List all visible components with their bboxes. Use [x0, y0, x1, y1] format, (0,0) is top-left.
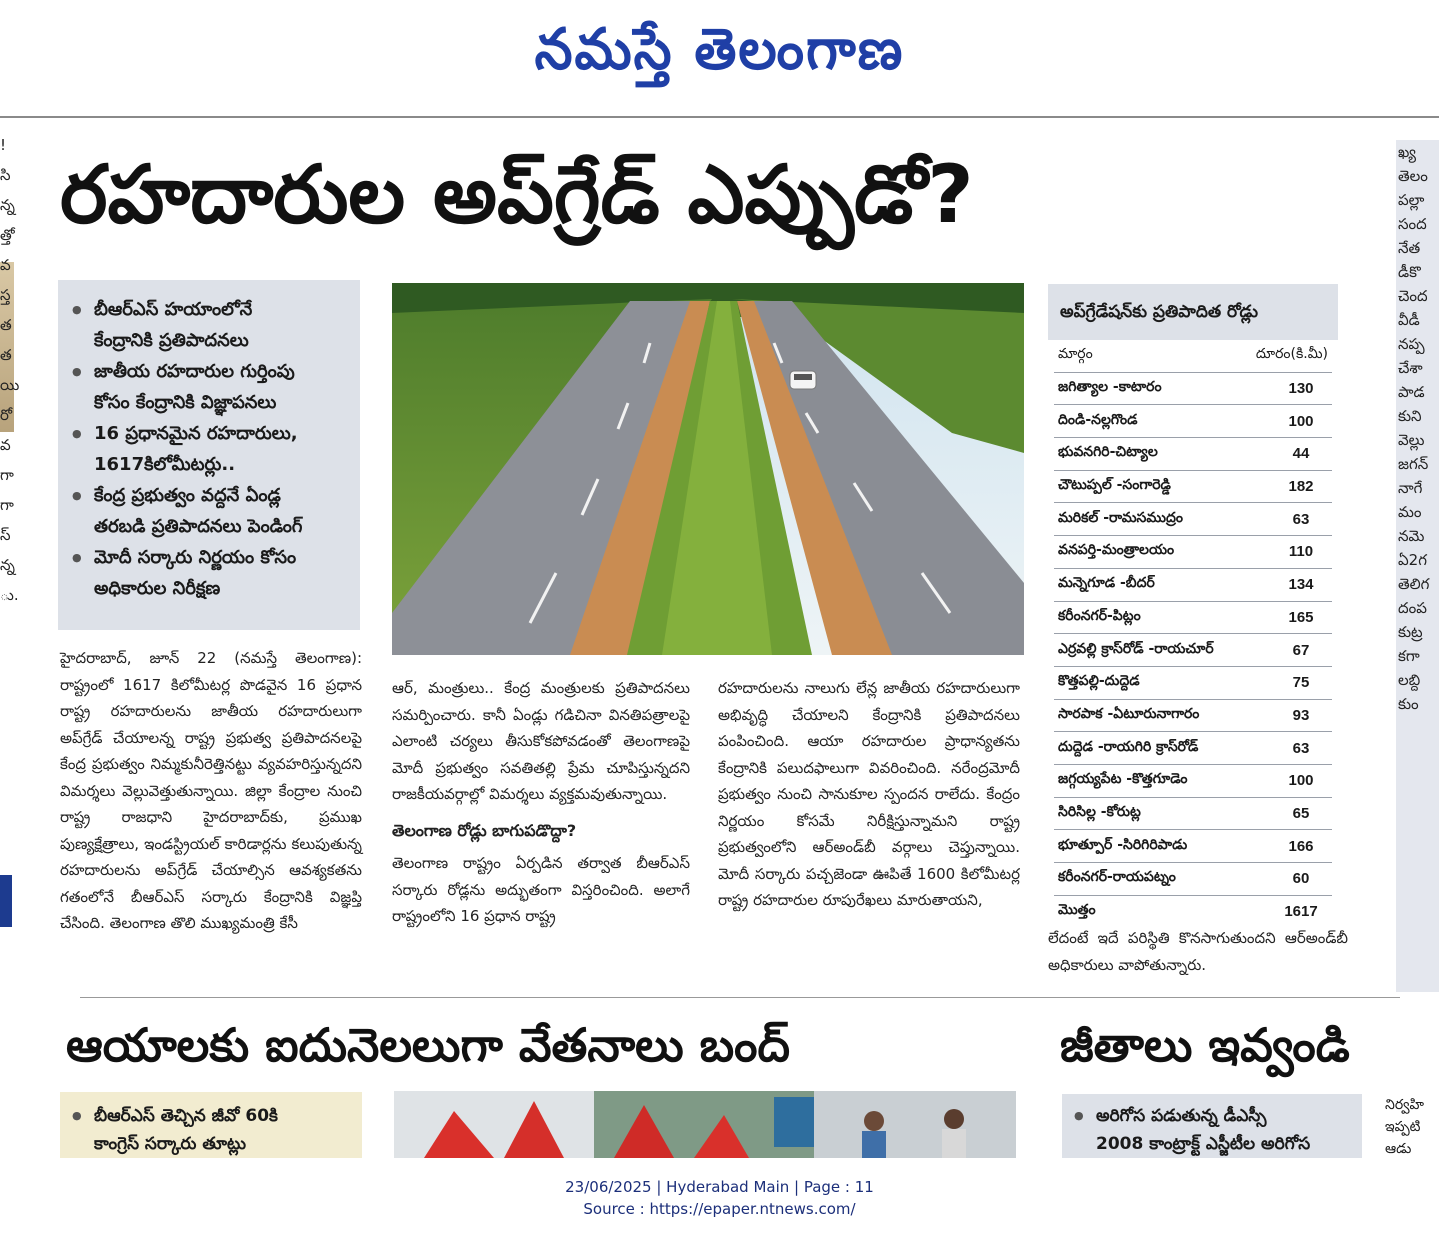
- fragment-line: గా: [0, 496, 14, 514]
- fragment-line: ఏ2గ: [1398, 551, 1427, 569]
- route-distance: 134: [1288, 576, 1314, 594]
- route-distance: 100: [1288, 772, 1314, 790]
- route-distance: 63: [1292, 739, 1310, 757]
- table-row: [1054, 863, 1332, 896]
- second-highlight-box: [60, 1092, 362, 1158]
- fragment-line: మం: [1398, 503, 1422, 521]
- fragment-line: వెల్లు: [1398, 431, 1425, 449]
- fragment-line: కుట్ర: [1398, 623, 1423, 641]
- fragment-line: !: [0, 136, 7, 154]
- highlight-item: ● మోదీ సర్కారు నిర్ణయం కోసం అధికారుల నిరీక్షణ: [72, 542, 348, 604]
- section-divider: [80, 997, 1400, 998]
- fragment-line: స్: [0, 526, 11, 544]
- fragment-line: నిర్వహి: [1385, 1097, 1425, 1113]
- highlight-item: ● జాతీయ రహదారుల గుర్తింపు కోసం కేంద్రానికి విజ్ఞాపనలు: [72, 356, 348, 418]
- table-row: [1054, 536, 1332, 569]
- table-row: [1054, 373, 1332, 406]
- footer-source-line[interactable]: Source : https://epaper.ntnews.com/: [583, 1200, 856, 1218]
- route-distance: 182: [1288, 478, 1314, 496]
- route-distance: 44: [1292, 445, 1310, 463]
- table-row: [1054, 732, 1332, 765]
- route-distance: 60: [1292, 870, 1310, 888]
- protest-illustration: [394, 1091, 1016, 1158]
- route-name: సిరిసిల్ల -కోరుట్ల: [1058, 803, 1141, 820]
- route-name: భువనగిరి-చిట్యాల: [1058, 444, 1158, 461]
- route-name: జగ్గయ్యపేట -కొత్తగూడెం: [1058, 771, 1188, 788]
- masthead: [0, 0, 1439, 112]
- highlight-item: ● అరిగోస పడుతున్న డీఎస్సీ 2008 కాంట్రాక్ట్ ఎస్జీటీల అరిగోస: [1074, 1102, 1350, 1158]
- route-distance: 75: [1292, 674, 1310, 692]
- route-name: వనపర్తి-మంత్రాలయం: [1058, 542, 1175, 559]
- highlight-item: ● 16 ప్రధానమైన రహదారులు, 1617కిలోమీటర్లు..: [72, 418, 348, 480]
- masthead-title: నమస్తే తెలంగాణ: [534, 15, 905, 83]
- table-row: [1054, 405, 1332, 438]
- route-distance: 63: [1292, 510, 1310, 528]
- article-column-4: లేదంటే ఇదే పరిస్థితి కొనసాగుతుందని ఆర్‌అండ్‌బీ అధికారులు వాపోతున్నారు.: [1048, 929, 1348, 974]
- footer: [0, 1158, 1439, 1238]
- fragment-line: నమె: [1398, 527, 1425, 545]
- protest-photo: [394, 1091, 1016, 1158]
- table-row: [1054, 798, 1332, 831]
- fragment-line: వీడీ: [1398, 311, 1420, 329]
- route-name: సారపాక -ఏటూరునాగారం: [1058, 705, 1200, 722]
- route-distance: 93: [1292, 706, 1310, 724]
- fragment-line: ఆడు: [1385, 1141, 1412, 1157]
- fragment-line: తెలిగ: [1398, 575, 1430, 593]
- fragment-line: చేశా: [1398, 359, 1423, 377]
- route-name: భూత్పూర్ -సిరిగిరిపాడు: [1058, 836, 1188, 853]
- fragment-line: జగన్: [1398, 455, 1429, 473]
- fragment-line: పల్లా: [1398, 191, 1425, 209]
- highway-illustration: [392, 283, 1024, 655]
- footer-date-line: 23/06/2025 | Hyderabad Main | Page : 11: [565, 1178, 874, 1196]
- table-row: [1054, 471, 1332, 504]
- table-row: [1054, 634, 1332, 667]
- table-row: [1054, 830, 1332, 863]
- fragment-line: త: [0, 316, 12, 334]
- fragment-line: తెలం: [1398, 167, 1428, 185]
- highway-photo: [392, 283, 1024, 655]
- table-row: [1054, 602, 1332, 635]
- route-distance: 67: [1292, 641, 1310, 659]
- table-total-row: మొత్తం 1617: [1058, 902, 1318, 921]
- fragment-line: నేత: [1398, 239, 1421, 257]
- highlight-item: ● బీఆర్‌ఎస్ తెచ్చిన జీవో 60కి కాంగ్రెస్ సర్కారు తూట్లు: [72, 1102, 350, 1158]
- fragment-line: లబ్ది: [1398, 671, 1421, 689]
- fragment-line: డీకొ: [1398, 263, 1421, 281]
- highlight-item: ● బీఆర్‌ఎస్ హయాంలోనే కేంద్రానికి ప్రతిపాదనలు: [72, 294, 348, 356]
- main-headline: రహదారుల అప్‌గ్రేడ్ ఎప్పుడో?: [60, 148, 974, 241]
- fragment-line: ఇప్పటి: [1385, 1119, 1421, 1135]
- route-name: కరీంనగర్-రాయపట్నం: [1058, 869, 1176, 886]
- fragment-line: సి: [0, 166, 11, 184]
- fragment-line: న్న: [0, 556, 15, 574]
- fragment-line: వ: [0, 436, 11, 454]
- route-name: మన్నెగూడ -బీదర్: [1058, 575, 1155, 592]
- top-divider: [0, 116, 1439, 118]
- table-row: [1054, 438, 1332, 471]
- fragment-line: చెంద: [1398, 287, 1428, 305]
- route-distance: 65: [1292, 804, 1310, 822]
- fragment-line: నాగే: [1398, 479, 1423, 497]
- left-edge-blue-bar: [0, 875, 12, 927]
- fragment-line: యి: [0, 376, 20, 394]
- highlight-item: ● కేంద్ర ప్రభుత్వం వద్దనే ఏండ్ల తరబడి ప్రతిపాదనలు పెండింగ్: [72, 480, 348, 542]
- table-header-row: మార్గం దూరం(కి.మీ): [1054, 340, 1332, 373]
- article-column-1: హైదరాబాద్, జూన్ 22 (నమస్తే తెలంగాణ): రాష్ట్రంలో 1617 కిలోమీటర్ల పొడవైన 16 ప్రధాన రాష్ట్ర రహదారులను జాతీయ రహదారులుగా అప్‌గ్రేడ్ చేయాలన్న రాష్ట్ర ప్రభుత్వ ప్రతిపాదనలపై కేంద్ర ప్రభుత్వం నిమ్మకునీరెత్తినట్టు వ్యవహరిస్తున్నదని విమర్శలు వెల్లువెత్తుతున్నాయి. జిల్లా కేంద్రాల నుంచి రాష్ట్ర రాజధాని హైదరాబాద్‌కు, ప్రముఖ పుణ్యక్షేత్రాలు, ఇండస్ట్రియల్ కారిడార్లను కలుపుతున్న రహదారులను అప్‌గ్రేడ్ చేయాల్సిన ఆవశ్యకతను గతంలోనే బీఆర్‌ఎస్ సర్కారు కేంద్రానికి విజ్ఞప్తి చేసింది. తెలంగాణ తొలి ముఖ్యమంత్రి కేసీ: [60, 649, 362, 932]
- table-row: [1054, 569, 1332, 602]
- proposed-roads-table: [1048, 284, 1338, 921]
- fragment-line: స్త: [0, 286, 11, 304]
- fragment-line: సంద: [1398, 215, 1427, 233]
- bottom-right-fragment: [1385, 1094, 1439, 1158]
- fragment-line: కగా: [1398, 647, 1420, 665]
- table-row: [1054, 700, 1332, 733]
- article-subheading: తెలంగాణ రోడ్లు బాగుపడొద్దా?: [392, 820, 577, 840]
- table-title: అప్‌గ్రేడేషన్‌కు ప్రతిపాదిత రోడ్లు: [1060, 302, 1258, 322]
- fragment-line: దంప: [1398, 599, 1427, 617]
- route-distance: 110: [1288, 543, 1314, 561]
- route-name: కొత్తపల్లి-దుద్దెడ: [1058, 673, 1140, 690]
- fragment-line: త: [0, 346, 12, 364]
- fragment-line: త్తో: [0, 226, 15, 244]
- right-edge-column: [1396, 140, 1439, 992]
- route-name: దుద్దెడ -రాయగిరి క్రాస్‌రోడ్: [1058, 738, 1199, 755]
- article-column-2: ఆర్, మంత్రులు.. కేంద్ర మంత్రులకు ప్రతిపాదనలు సమర్పించారు. కానీ ఏండ్లు గడిచినా వినతిపత్రాలపై ఎలాంటి చర్యలు తీసుకోకపోవడంతో తెలంగాణపై మోదీ ప్రభుత్వం సవతితల్లి ప్రేమ చూపిస్తున్నదని రాజకీయవర్గాల్లో విమర్శలు వ్యక్తమవుతున్నాయి. తెలంగాణ రోడ్లు బాగుపడొద్దా? తెలంగాణ రాష్ట్రం ఏర్పడిన తర్వాత బీఆర్‌ఎస్ సర్కారు రోడ్లను అద్భుతంగా విస్తరించింది. అలాగే రాష్ట్రంలోని 16 ప్రధాన రాష్ట్ర: [392, 679, 690, 925]
- route-name: మరికల్ -రామసముద్రం: [1058, 509, 1183, 526]
- fragment-line: కుం: [1398, 695, 1419, 713]
- route-distance: 165: [1288, 608, 1314, 626]
- article-column-3: రహదారులను నాలుగు లేన్ల జాతీయ రహదారులుగా అభివృద్ధి చేయాలని కేంద్రానికి ప్రతిపాదనలు పంపించింది. ఆయా రహదారుల ప్రాధాన్యతను కేంద్రానికి పలుదఫాలుగా వివరించింది. నరేంద్రమోదీ ప్రభుత్వం నుంచి సానుకూల స్పందన రాలేదు. కేంద్రం నిర్ణయం కోసమే నిరీక్షిస్తున్నామని రాష్ట్ర ప్రభుత్వంలోని ఆర్‌అండ్‌బీ వర్గాలు చెప్తున్నాయి. మోదీ సర్కారు పచ్చజెండా ఊపితే 1600 కిలోమీటర్ల రాష్ట్ర రహదారుల రూపురేఖలు మారుతాయని,: [718, 679, 1020, 909]
- second-headline: ఆయాలకు ఐదునెలలుగా వేతనాలు బంద్: [66, 1018, 790, 1072]
- highlights-box: [58, 280, 360, 630]
- fragment-line: వ: [0, 256, 11, 274]
- table-body: [1048, 340, 1338, 927]
- route-name: దిండి-నల్లగొండ: [1058, 411, 1138, 428]
- route-name: ఎర్రవల్లి క్రాస్‌రోడ్ -రాయచూర్: [1058, 640, 1214, 657]
- route-distance: 100: [1288, 412, 1314, 430]
- route-name: కరీంనగర్-పిట్లం: [1058, 607, 1141, 624]
- fragment-line: నప్ప: [1398, 335, 1425, 353]
- third-headline: జీతాలు ఇవ్వండి: [1060, 1018, 1350, 1072]
- left-edge-column: [0, 130, 20, 930]
- third-highlight-box: [1062, 1094, 1362, 1158]
- fragment-line: న్న: [0, 196, 15, 214]
- fragment-line: గా: [0, 466, 14, 484]
- table-row: [1054, 667, 1332, 700]
- fragment-line: కుని: [1398, 407, 1422, 425]
- fragment-line: రో: [0, 406, 13, 424]
- table-row: [1054, 765, 1332, 798]
- fragment-line: ఖ్య: [1398, 143, 1417, 161]
- route-distance: 166: [1288, 837, 1314, 855]
- route-distance: 130: [1288, 380, 1314, 398]
- fragment-line: పాడ: [1398, 383, 1425, 401]
- route-name: జగిత్యాల -కాటారం: [1058, 379, 1162, 396]
- table-row: [1054, 503, 1332, 536]
- route-name: చౌటుప్పల్ -సంగారెడ్డి: [1058, 477, 1171, 494]
- fragment-line: ు.: [0, 586, 19, 604]
